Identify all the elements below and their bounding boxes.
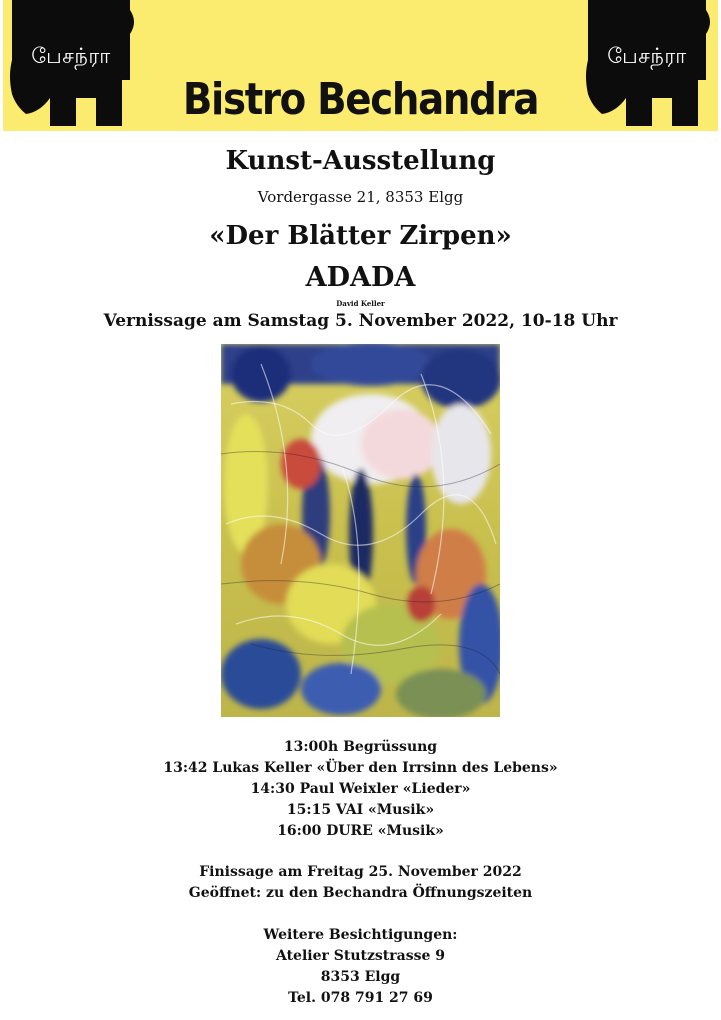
artist-alias: ADADA [305, 262, 416, 293]
logo-text-left: பேசந்ரா [31, 44, 111, 68]
program-item: 15:15 VAI «Musik» [286, 802, 435, 818]
vernissage-line: Vernissage am Samstag 5. November 2022, 10-18 Uhr [103, 311, 618, 331]
phone-number: Tel. 078 791 27 69 [288, 990, 433, 1006]
bistro-title: Bistro Bechandra [182, 74, 539, 125]
atelier-city: 8353 Elgg [320, 969, 401, 985]
finissage-line: Finissage am Freitag 25. November 2022 [199, 864, 522, 880]
more-viewings-heading: Weitere Besichtigungen: [263, 927, 458, 943]
event-address: Vordergasse 21, 8353 Elgg [257, 188, 464, 206]
logo-text-right: பேசந்ரா [607, 44, 687, 68]
program-item: 16:00 DURE «Musik» [277, 823, 444, 839]
exhibition-title: «Der Blätter Zirpen» [209, 221, 512, 251]
program-item: 13:42 Lukas Keller «Über den Irrsinn des Lebens» [163, 760, 558, 776]
event-heading: Kunst-Ausstellung [225, 146, 496, 176]
opening-hours-line: Geöffnet: zu den Bechandra Öffnungszeiten [188, 885, 533, 901]
atelier-street: Atelier Stutzstrasse 9 [275, 948, 446, 964]
painting-artwork [221, 344, 500, 717]
painting-image [221, 344, 500, 717]
artist-name: David Keller [336, 299, 385, 308]
program-item: 14:30 Paul Weixler «Lieder» [250, 781, 471, 797]
program-item: 13:00h Begrüssung [283, 739, 438, 755]
